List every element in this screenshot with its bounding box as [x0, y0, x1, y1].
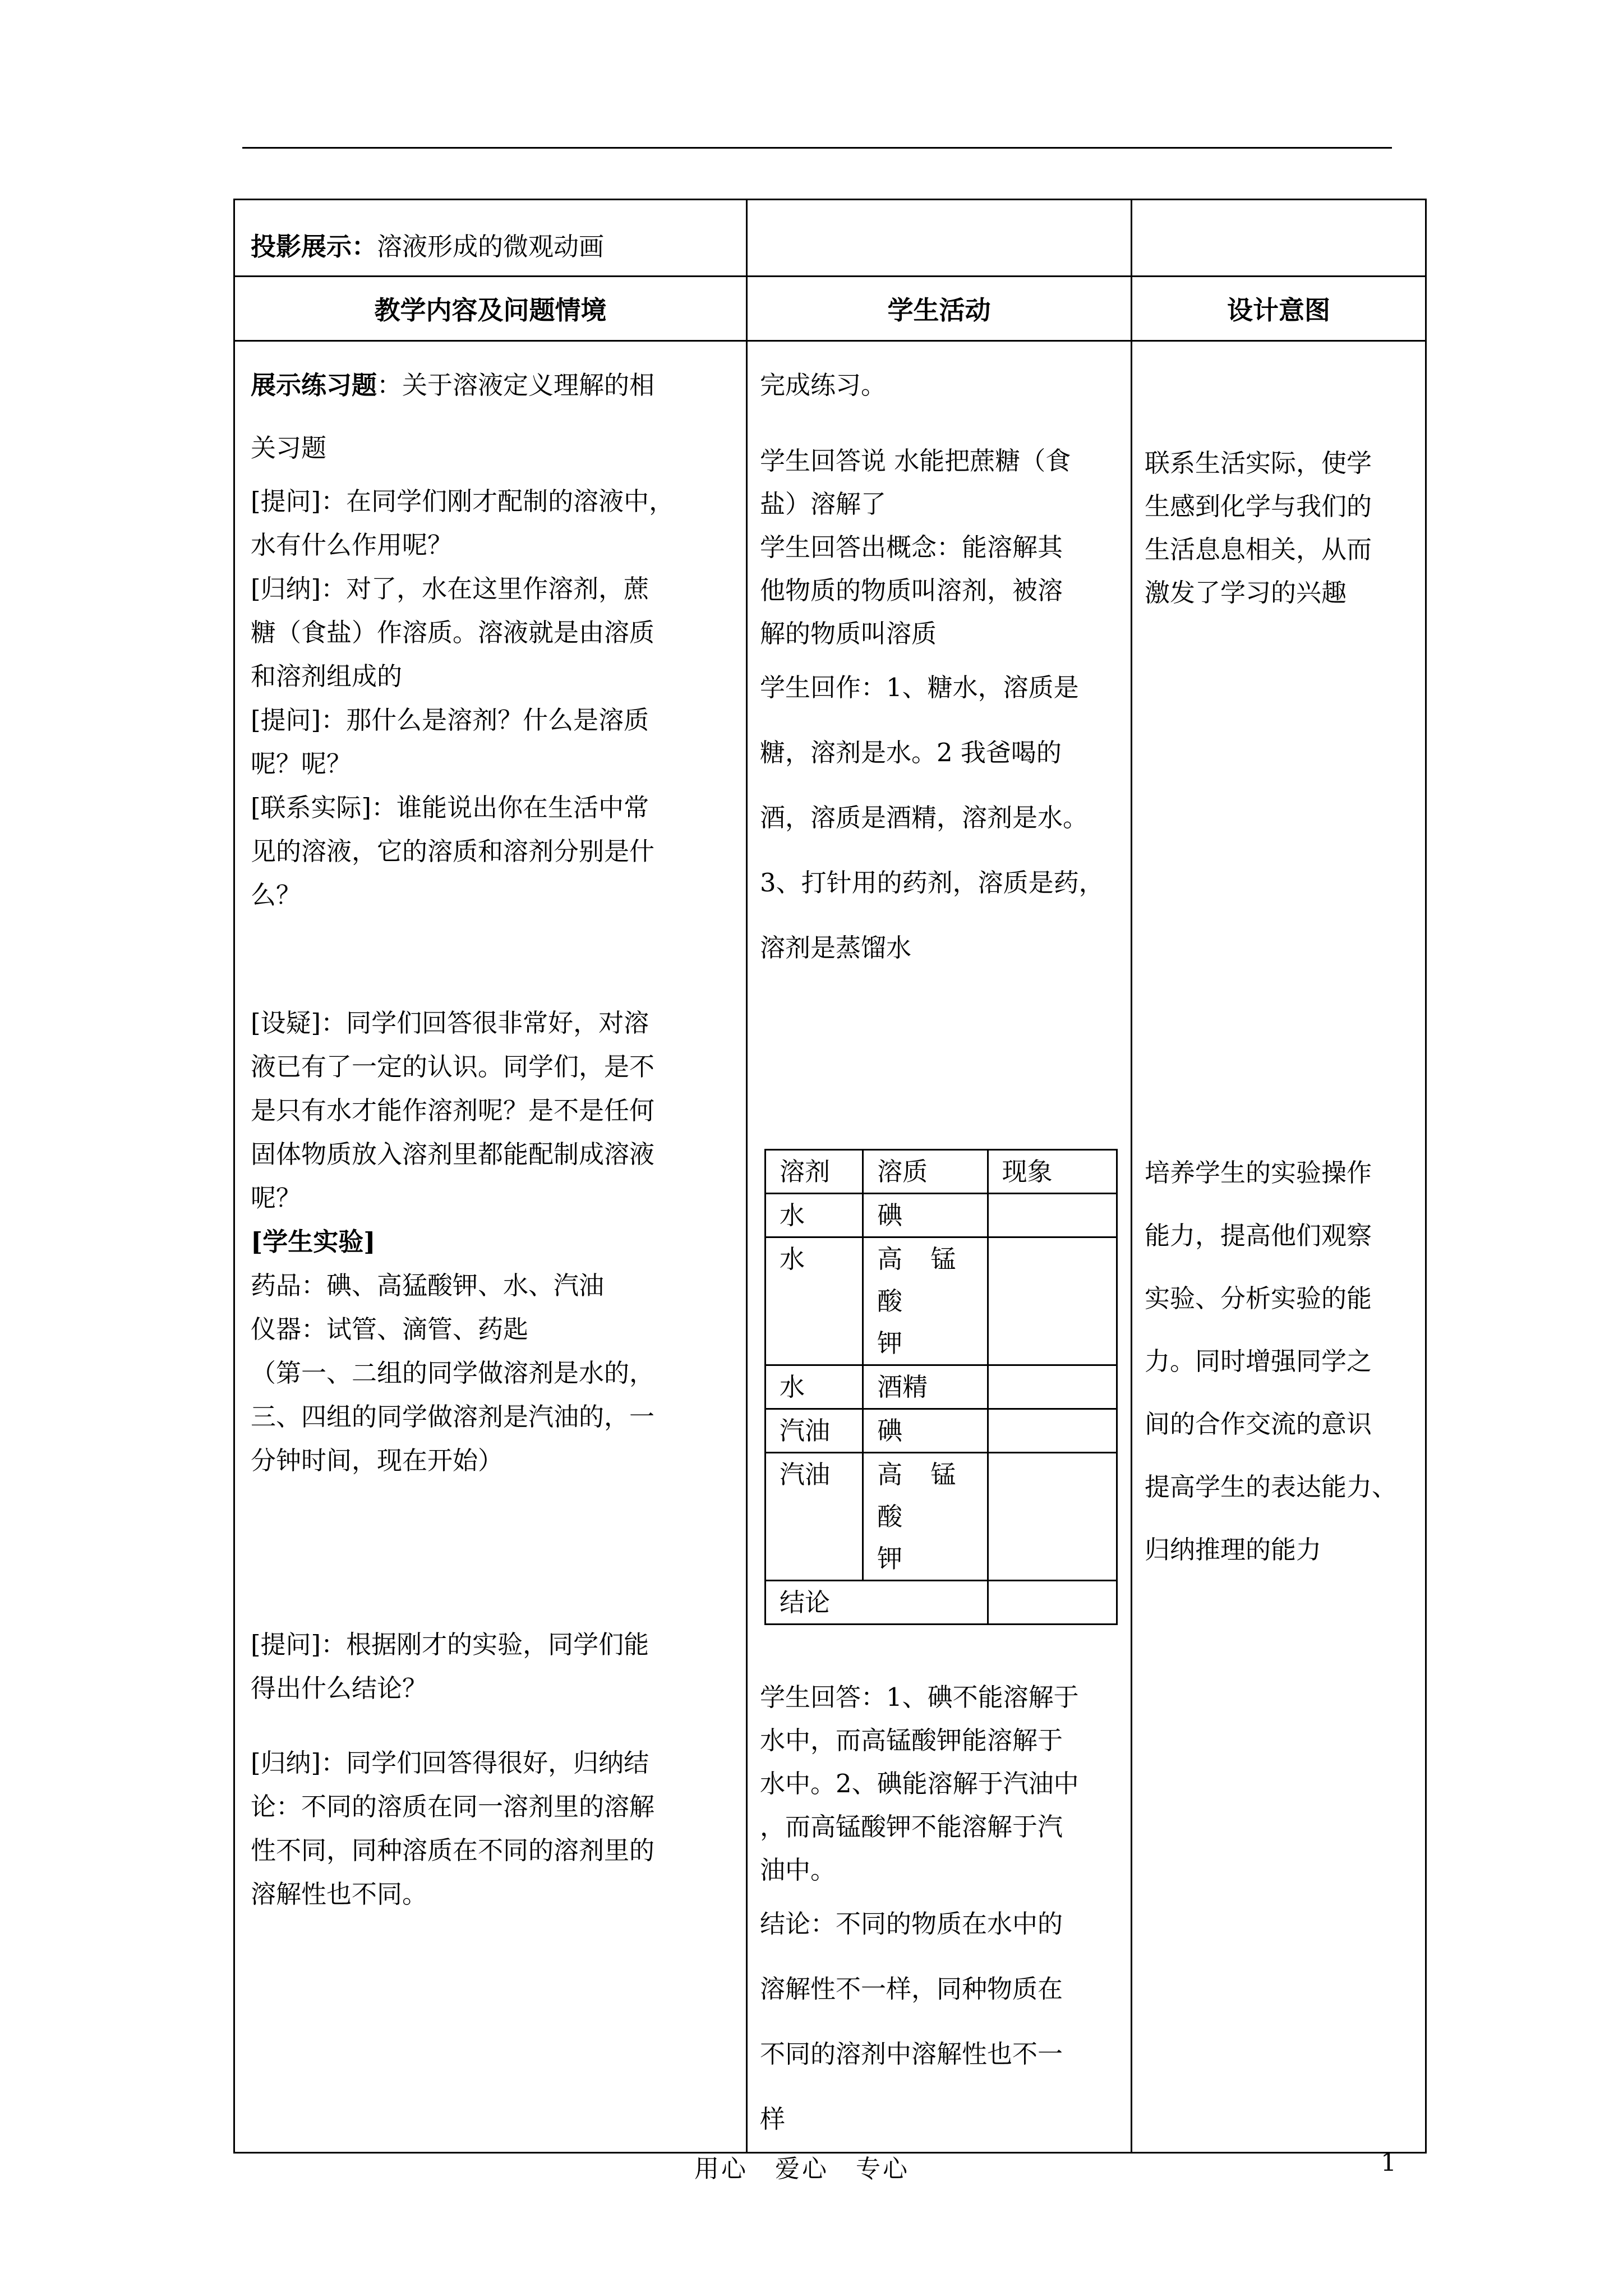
activity-b-line: 糖，溶剂是水。2 我爸喝的 [760, 738, 1062, 767]
activity-d-line: 结论：不同的物质在水中的 [760, 1909, 1063, 1939]
solvent-cell: 水 [766, 1194, 863, 1237]
content-c-line: （第一、二组的同学做溶剂是水的， [251, 1358, 655, 1388]
activity-a-line: 解的物质叫溶质 [760, 619, 937, 648]
solvent-cell: 汽油 [766, 1409, 863, 1453]
solute-cell [863, 1237, 988, 1365]
intent-b-line: 能力，提高他们观察 [1145, 1221, 1372, 1250]
content-b-line: 是只有水才能作溶剂呢？是不是任何 [251, 1096, 655, 1125]
activity-c-line: 学生回答：1、碘不能溶解于 [760, 1682, 1079, 1712]
content-a-line: 和溶剂组成的 [251, 661, 403, 691]
intent-b-line: 提高学生的表达能力、 [1145, 1472, 1398, 1502]
experiment-table-header-cell: 溶剂 [766, 1150, 863, 1194]
activity-a-line: 学生回答出概念：能溶解其 [760, 532, 1063, 562]
page-number: 1 [1381, 2148, 1396, 2177]
experiment-table-header-cell: 溶质 [863, 1150, 988, 1194]
experiment-table-row [766, 1453, 1117, 1581]
solute-text: 碘 [877, 1416, 903, 1446]
exercise-line-2: 关习题 [251, 433, 327, 463]
content-a-line: [联系实际]：谁能说出你在生活中常 [251, 793, 649, 822]
intent-a-line: 激发了学习的兴趣 [1145, 578, 1347, 608]
content-a-line: 水有什么作用呢？ [251, 530, 453, 560]
content-d-line: [提问]：根据刚才的实验，同学们能 [251, 1630, 649, 1659]
content-c-line: 三、四组的同学做溶剂是汽油的，一 [251, 1402, 655, 1432]
content-c-line: 分钟时间，现在开始） [251, 1446, 504, 1475]
projection-cell [234, 200, 747, 277]
activity-b-line: 酒，溶质是酒精，溶剂是水。 [760, 803, 1089, 832]
content-c-line: 药品：碘、高猛酸钾、水、汽油 [251, 1271, 605, 1300]
activity-a-line: 学生回答说 水能把蔗糖（食 [760, 446, 1071, 476]
phenomenon-cell [988, 1237, 1117, 1365]
intent-b-line: 实验、分析实验的能 [1145, 1283, 1372, 1313]
experiment-table-header [766, 1150, 1117, 1194]
header-rule [242, 147, 1392, 149]
teaching-content-cell [234, 341, 747, 2153]
student-answer-a [760, 439, 1122, 655]
content-a-line: 见的溶液，它的溶质和溶剂分别是什 [251, 836, 655, 866]
content-b-line: 呢？ [251, 1183, 302, 1213]
projection-empty-cell-2 [747, 200, 1132, 277]
solvent-cell: 水 [766, 1237, 863, 1365]
solute-text: 钾 [877, 1328, 903, 1358]
content-a-line: 么？ [251, 880, 302, 910]
activity-c-line: 水中，而高锰酸钾能溶解于 [760, 1726, 1063, 1755]
activity-b-line: 3、打针用的药剂，溶质是药， [760, 868, 1104, 898]
content-e-line: 溶解性也不同。 [251, 1879, 428, 1909]
solvent-cell: 汽油 [766, 1453, 863, 1581]
exercise-line-1 [251, 354, 735, 417]
activity-d-line: 不同的溶剂中溶解性也不一 [760, 2039, 1063, 2069]
solute-text: 高 锰 酸 [877, 1460, 966, 1531]
solute-text: 高 锰 酸 [877, 1244, 966, 1316]
activity-c-line: 水中。2、碘能溶解于汽油中 [760, 1769, 1079, 1798]
intent-b-line: 力。同时增强同学之 [1145, 1346, 1372, 1376]
projection-label: 投影展示： [251, 231, 377, 261]
activity-a-line: 盐）溶解了 [760, 489, 887, 519]
summary-block [251, 1741, 735, 1916]
student-conclusion [760, 1892, 1122, 2152]
content-a-line: 呢？呢？ [251, 749, 352, 779]
solute-text: 碘 [877, 1200, 903, 1230]
activity-d-line: 样 [760, 2104, 786, 2134]
question-block-d [251, 1623, 735, 1710]
content-a-line: [归纳]：对了，水在这里作溶剂，蔗 [251, 574, 649, 604]
activity-b-line: 溶剂是蒸馏水 [760, 933, 912, 963]
activity-c-line: ，而高锰酸钾不能溶解于汽 [760, 1812, 1063, 1842]
lesson-plan-table [233, 199, 1427, 2154]
activity-c-line: 油中。 [760, 1855, 836, 1885]
question-block-b [251, 1001, 735, 1220]
experiment-table [764, 1149, 1118, 1625]
projection-row [234, 200, 1426, 277]
header-row [234, 277, 1426, 341]
content-a-line: [提问]：那什么是溶剂？什么是溶质 [251, 705, 649, 735]
intent-a-line: 生感到化学与我们的 [1145, 491, 1372, 521]
experiment-label: [学生实验] [251, 1227, 376, 1257]
student-answer-c [760, 1676, 1122, 1892]
solute-text: 钾 [877, 1544, 903, 1573]
intent-a-line: 联系生活实际，使学 [1145, 448, 1372, 478]
solute-cell [863, 1409, 988, 1453]
solute-cell [863, 1194, 988, 1237]
conclusion-label: 结论 [766, 1581, 988, 1625]
experiment-table-row [766, 1365, 1117, 1409]
design-intent-b [1145, 1142, 1417, 1581]
content-b-line: 固体物质放入溶剂里都能配制成溶液 [251, 1139, 655, 1169]
content-d-line: 得出什么结论？ [251, 1673, 428, 1703]
phenomenon-cell [988, 1409, 1117, 1453]
footer-text: 用心 爱心 专心 [694, 2155, 910, 2183]
phenomenon-cell [988, 1365, 1117, 1409]
intent-b-line: 培养学生的实验操作 [1145, 1158, 1372, 1188]
content-row [234, 341, 1426, 2153]
solute-cell [863, 1453, 988, 1581]
content-b-line: [设疑]：同学们回答很非常好，对溶 [251, 1008, 649, 1038]
content-e-line: 论：不同的溶质在同一溶剂里的溶解 [251, 1792, 655, 1821]
experiment-table-row [766, 1237, 1117, 1365]
header-col2: 学生活动 [747, 277, 1132, 341]
student-answer-b [760, 655, 1122, 981]
intent-b-line: 间的合作交流的意识 [1145, 1409, 1372, 1439]
content-c-line: 仪器：试管、滴管、药匙 [251, 1314, 529, 1344]
projection-text: 溶液形成的微观动画 [377, 231, 605, 261]
projection-empty-cell-3 [1132, 200, 1426, 277]
question-block-a [251, 480, 735, 917]
conclusion-value-cell [988, 1581, 1117, 1625]
exercise-text-1: ：关于溶液定义理解的相 [377, 370, 655, 400]
done-text: 完成练习。 [760, 370, 887, 400]
activity-d-line: 溶解性不一样，同种物质在 [760, 1974, 1063, 2004]
content-b-line: 液已有了一定的认识。同学们，是不 [251, 1052, 655, 1082]
intent-a-line: 生活息息相关，从而 [1145, 535, 1372, 564]
content-e-line: 性不同，同种溶质在不同的溶剂里的 [251, 1835, 655, 1865]
experiment-table-row [766, 1409, 1117, 1453]
experiment-block [251, 1264, 735, 1483]
student-activity-cell [747, 341, 1132, 2153]
intent-b-line: 归纳推理的能力 [1145, 1535, 1322, 1565]
header-col3: 设计意图 [1132, 277, 1426, 341]
phenomenon-cell [988, 1194, 1117, 1237]
experiment-table-conclusion-row [766, 1581, 1117, 1625]
phenomenon-cell [988, 1453, 1117, 1581]
design-intent-a [1145, 441, 1417, 614]
activity-b-line: 学生回作：1、糖水，溶质是 [760, 673, 1079, 702]
experiment-table-header-cell: 现象 [988, 1150, 1117, 1194]
activity-a-line: 他物质的物质叫溶剂，被溶 [760, 576, 1063, 605]
design-intent-cell [1132, 341, 1426, 2153]
content-e-line: [归纳]：同学们回答得很好，归纳结 [251, 1748, 649, 1778]
solute-cell [863, 1365, 988, 1409]
header-col1: 教学内容及问题情境 [234, 277, 747, 341]
exercise-label: 展示练习题 [251, 370, 377, 400]
content-a-line: 糖（食盐）作溶质。溶液就是由溶质 [251, 618, 655, 647]
solvent-cell: 水 [766, 1365, 863, 1409]
solute-text: 酒精 [877, 1372, 928, 1402]
content-a-line: [提问]：在同学们刚才配制的溶液中， [251, 486, 675, 516]
experiment-table-row [766, 1194, 1117, 1237]
